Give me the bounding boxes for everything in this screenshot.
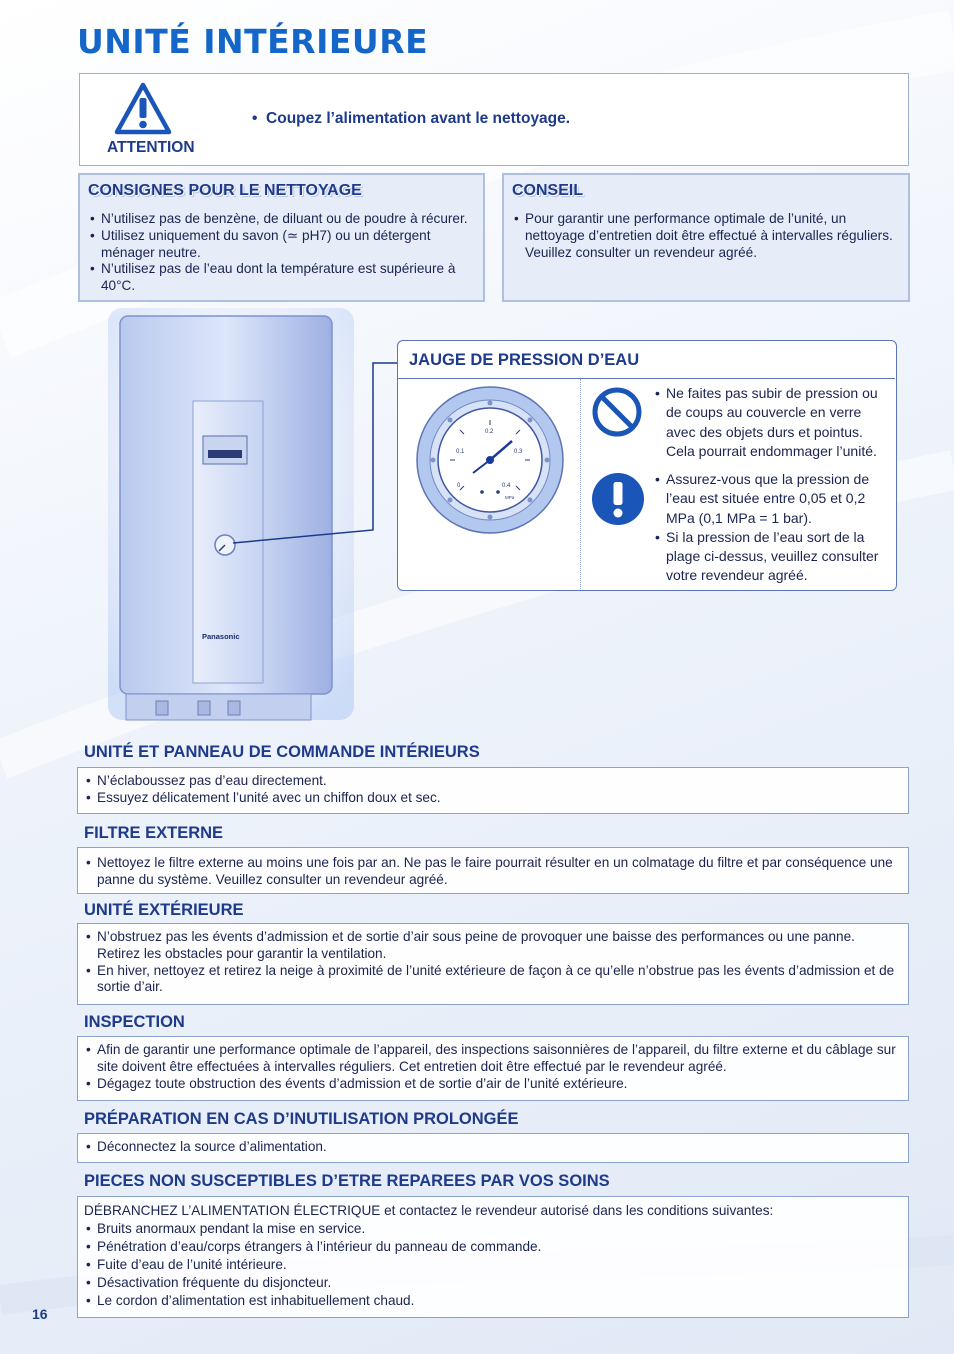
section-list [84,773,899,807]
advice-list [512,211,902,261]
list-item: • Utilisez uniquement du savon (≃ pH7) ou un détergent ménager neutre. [88,228,478,262]
section-outdoor-unit [77,923,909,1005]
dial-label: 0.4 [502,483,511,489]
list-item: • Bruits anormaux pendant la mise en service. [84,1220,899,1238]
section-title-inspection: INSPECTION [84,1013,185,1031]
section-title-long-idle: PRÉPARATION EN CAS D’INUTILISATION PROLONGÉE [84,1110,519,1128]
advice-title: CONSEIL [512,182,584,199]
advice-box [502,173,910,302]
list-item: • Ne faites pas subir de pression ou de coups au couvercle en verre avec des objets durs et pointus. Cela pourrait endommager l’unité. [653,384,893,461]
cleaning-list [88,211,478,295]
dial-label: 0.1 [456,449,465,455]
section-long-idle [77,1133,909,1163]
list-item: • Nettoyez le filtre externe au moins une fois par an. Ne pas le faire pourrait résulter en un colmatage du filtre et par conséquence une panne du système. Veuillez consulter un revendeur agréé. [84,855,899,889]
section-inspection [77,1036,909,1101]
page-number: 16 [32,1306,48,1322]
dial-label: 0 [457,483,461,489]
callout-divider [580,379,581,589]
attention-box [79,73,909,166]
list-item: • Afin de garantir une performance optimale de l’appareil, des inspections saisonnières de l’appareil, du filtre externe et du câblage sur site doivent être effectuées à intervalles réguliers. Cet entretien doit être effectué par le revendeur agréé. [84,1042,899,1076]
section-title-outdoor-unit: UNITÉ EXTÉRIEURE [84,901,244,919]
list-item: • N’utilisez pas de l’eau dont la température est supérieure à 40°C. [88,261,478,295]
section-title-external-filter: FILTRE EXTERNE [84,824,224,842]
exclamation-icon [591,472,645,526]
attention-message: Coupez l’alimentation avant le nettoyage. [266,110,571,127]
section-indoor-panel [77,767,909,814]
section-intro: DÉBRANCHEZ L’ALIMENTATION ÉLECTRIQUE et contactez le revendeur autorisé dans les conditions suivantes: [84,1203,774,1218]
gauge-title: JAUGE DE PRESSION D’EAU [409,351,640,369]
list-item: • Si la pression de l’eau sort de la plage ci-dessus, veuillez consulter votre revendeur agréé. [653,528,893,586]
dial-label: 0.3 [514,449,523,455]
svg-text:Panasonic: Panasonic [202,632,240,641]
section-list [84,855,899,889]
section-list [84,1139,899,1156]
list-item: • Désactivation fréquente du disjoncteur. [84,1274,899,1292]
list-item: • Essuyez délicatement l’unité avec un chiffon doux et sec. [84,790,899,807]
gauge-callout [397,340,897,591]
warning-list [653,470,893,586]
attention-message-row [252,110,570,128]
section-non-serviceable [77,1196,909,1318]
list-item: • En hiver, nettoyez et retirez la neige à proximité de l’unité extérieure de façon à ce qu’elle n’obstrue pas les évents d’admission et de sortie d’air. [84,963,899,997]
list-item: • N’éclaboussez pas d’eau directement. [84,773,899,790]
list-item: • Dégagez toute obstruction des évents d’admission et de sortie d’air de l’unité extérieure. [84,1076,899,1093]
list-item: • Pénétration d’eau/corps étrangers à l’intérieur du panneau de commande. [84,1238,899,1256]
list-item: • Déconnectez la source d’alimentation. [84,1139,899,1156]
dial-unit: MPa [505,495,515,500]
bullet: • [252,110,267,127]
prohibition-list [653,384,893,461]
section-title-non-serviceable: PIECES NON SUSCEPTIBLES D’ETRE REPAREES PAR VOS SOINS [84,1172,610,1190]
attention-label: ATTENTION [107,139,195,156]
list-item: • Le cordon d’alimentation est inhabituellement chaud. [84,1292,899,1310]
cleaning-title: CONSIGNES POUR LE NETTOYAGE [88,182,362,199]
section-list [84,1220,899,1310]
list-item: • N’utilisez pas de benzène, de diluant ou de poudre à récurer. [88,211,478,228]
dial-label: 0.2 [485,429,494,435]
page-title: UNITÉ INTÉRIEURE [77,22,429,61]
section-external-filter [77,847,909,894]
list-item: • Assurez-vous que la pression de l’eau est située entre 0,05 et 0,2 MPa (0,1 MPa = 1 bar). [653,470,893,528]
warning-triangle-icon [114,82,172,136]
list-item: • Fuite d’eau de l’unité intérieure. [84,1256,899,1274]
prohibition-icon [590,385,644,439]
list-item: • N’obstruez pas les évents d’admission et de sortie d’air sous peine de provoquer une baisse des performances ou une panne. Retirez les obstacles pour garantir la ventilation. [84,929,899,963]
pressure-gauge-dial [415,385,565,535]
callout-connector [225,355,405,555]
list-item: • Pour garantir une performance optimale de l’unité, un nettoyage d’entretien doit être effectué à intervalles réguliers. Veuillez consulter un revendeur agréé. [512,211,902,261]
section-list [84,929,899,996]
section-list [84,1042,899,1092]
section-title-indoor-panel: UNITÉ ET PANNEAU DE COMMANDE INTÉRIEURS [84,743,480,761]
cleaning-box [78,173,485,302]
